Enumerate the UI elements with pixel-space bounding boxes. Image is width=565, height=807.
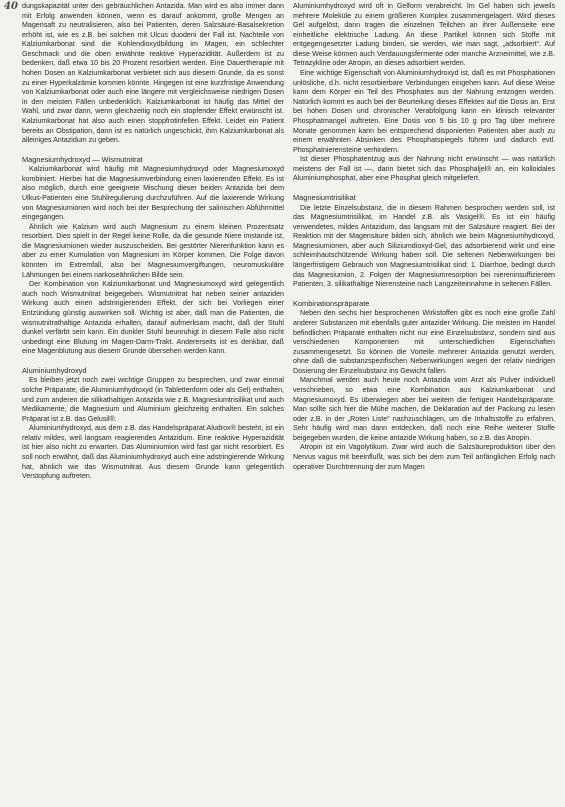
section-heading-aluminiumhydroxyd: Aluminiumhydroxyd [22,365,87,375]
paragraph: Aluminiumhydroxyd, aus dem z.B. das Handelspräparat Aludrox® besteht, ist ein relativ mildes, weil langsam reagierendes Antazidum. Eine reaktive Hyperazidität ist hier also nicht zu erwarten. Das Aluminiumion wird fast gar nicht resorbiert. Es soll noch erwähnt, daß das Aluminiumhydroxyd auch eine adstringierende Wirkung hat, ähnlich wie das Wismutnitrat. Aus diesem Grunde kann gelegentlich Verstopfung auftreten. [22,424,284,481]
paragraph: Es bleiben jetzt noch zwei wichtige Gruppen zu besprechen, und zwar einmal solche Präparate, die Aluminiumhydroxyd (in Tablettenform oder als Gel) enthalten, und zum anderen die silikathaltigen Antazida wie z.B. Magnesiumtrisilikat und auch Medikamente, die Magnesium und Aluminium gleichzeitig enthalten. Ein solches Präparat ist z.B. das Gelusil®. [22,376,284,423]
paragraph: Die letzte Einzelsubstanz, die in diesem Rahmen besprochen werden soll, ist das Magnesiumtrisilikat, im Handel z.B. als Vasigel®. Es ist ein häufig verwendetes, mildes Antazidum, das langsam mit der Salzsäure reagiert. Bei der Reaktion mit der Magensäure bilden sich, ähnlich wie beim Magnesiumhydroxyd, Magnesiumionen, aber auch Siliziumdioxyd-Gel, das adsorbierend wirkt und eine schleimhautschützende Wirkung haben soll. Die seltenen Nebenwirkungen bei längerfristigem Gebrauch von Magnesiumtrisilikat sind: 1. Diarrhoe, bedingt durch das Magnesiumion, 2. Folgen der Magnesiumresorption bei niereninsuffizienten Patienten, 3. silikathaltige Nierensteine nach Langzeiteinnahme in seltenen Fällen. [293,203,555,289]
section-heading-kombinationspraeparate: Kombinationspräparate [293,298,370,308]
paragraph: Ähnlich wie Kalzium wird auch Magnesium zu einem kleinen Prozentsatz resorbiert. Dies spielt in der Regel keine Rolle, da die gesunde Niere imstande ist, die Magnesiumionen wieder auszuscheiden. Bei gestörter Nierenfunktion kann es aber zu einer Kumulation von Magnesium im Körper kommen. Die Folge davon könnten im Extremfall, also bei Magnesiumvergiftungen, neuromuskuläre Lähmungen bei einem narkoseähnlichen Bilde sein. [22,222,284,279]
paragraph: Eine wichtige Eigenschaft von Aluminiumhydroxyd ist, daß es mit Phosphationen unlösliche, d.h. nicht resorbierbare Verbindungen eingehen kann. Auf diese Weise kann dem Körper ein Teil des Phosphates aus der Nahrung entzogen werden. Natürlich kommt es auch bei der Beurteilung dieses Effektes auf die Dosis an. Erst bei hohen Dosen und chronischer Verabfolgung kann ein klinisch relevanter Phosphatmangel auftreten. Eine Dosis von 5 bis 10 g pro Tag über mehrere Monate genommen kann bei entsprechend disponierten Patienten aber auch zu einem erwähnten Absinken des Phosphatspiegels führen und dadurch evtl. Phosphatnierensteine verhindern. [293,69,555,154]
paragraph: Atropin ist ein Vagolytikum. Zwar wird auch die Salzsäureproduktion über den Nervus vagus mit beeinflußt, was sich bei dem zum Teil anfänglichen Erfolg nach operativer Durchtrennung der zum Magen [293,443,555,471]
section-heading-magnesiumhydroxyd: Magnesiumhydroxyd — Wismutnitrat [22,154,143,164]
paragraph: Ist dieser Phosphatentzug aus der Nahrung nicht erwünscht — was natürlich meistens der Fall ist —, dann bietet sich das Phosphaljel® an, ein kolloidales Aluminiumphosphat, aber eine Phosphat gleich mitgeliefert. [293,155,555,183]
section-heading-magnesiumtrisilikat: Magnesiumtrisilikat [293,192,356,202]
paragraph: Manchmal werden auch heute noch Antazida vom Arzt als Pulver individuell verschrieben, so etwa eine Kombination aus Kalziumkarbonat und Magnesiumoxyd. Es überwiegen aber bei weitem die fertigen Handelspräparate. Man sollte sich hier die Mühe machen, die Deklaration auf der Packung zu lesen oder z.B. in der „Roten Liste“ nachzuschlagen, um die Inhaltsstoffe zu erfahren. Sehr häufig wird man dann entdecken, daß noch eine Reihe weiterer Stoffe beigegeben wurden, die keine antazide Wirkung haben, so z.B. das Atropin. [293,376,555,442]
paragraph: Kalziumkarbonat wird häufig mit Magnesiumhydroxyd oder Magnesiumoxyd kombiniert. Hierbei hat die Magnesiumverbindung einen laxierenden Effekt. Es ist also möglich, durch eine geeignete Mischung dieser beiden Antazida bei dem Ulkus-Patienten eine Stuhlregulierung durchzuführen. Auf die laxierende Wirkung von Magnesiumionen wird noch bei der Besprechung der salinischen Abführmittel eingegangen. [22,165,284,222]
right-column [293,2,555,802]
page-number: 40 [4,1,18,12]
paragraph: Der Kombination von Kalziumkarbonat und Magnesiumoxyd wird gelegentlich auch noch Wismutnitrat beigegeben. Wismutnitrat hat neben seiner antaziden Wirkung auch einen adstringierenden Effekt, der sich bei Vorliegen einer Entzündung günstig auswirken soll. Wichtig ist aber, daß man die Patienten, die wismutnitrathaltige Antazida erhalten, darauf aufmerksam macht, daß der Stuhl dunkel verfärbt sein kann. Ein dunkler Stuhl beunruhigt in diesem Falle also nicht unbedingt eine Blutung im Magen-Darm-Trakt. Andererseits ist es denkbar, daß eine Magenblutung aus diesem Grunde übersehen werden kann. [22,280,284,356]
left-column [22,2,284,802]
paragraph: Aluminiumhydroxyd wird oft in Gelform verabreicht. Im Gel haben sich jeweils mehrere Moleküle zu einem größeren Komplex zusammengelagert. Wird dieses Gel aufgelöst, dann tragen die einzelnen Teilchen an ihrer Außenseite eine einheitliche elektrische Ladung. An diese Partikel können sich Stoffe mit entgegengesetzter Ladung binden, sie werden, wie man sagt, „adsorbiert“. Auf diese Weise können auch Verdauungsfermente oder manche Arzneimittel, wie z.B. Tetrazykline oder Atropin, an dieses adsorbiert werden. [293,2,555,68]
paragraph: Neben den sechs hier besprochenen Wirkstoffen gibt es noch eine große Zahl anderer Substanzen mit ebenfalls guter antazider Wirkung. Die meisten im Handel befindlichen Präparate enthalten nicht nur eine Einzelsubstanz, sondern sind aus verschiedenen Komponenten mit unterschiedlichen Eigenschaften zusammengesetzt. So können die Vorteile mehrerer Antazida genutzt werden, ohne daß die substanzspezifischen Nebenwirkungen wegen der relativ niedrigen Dosierung der Einzelsubstanz ins Gewicht fallen. [293,309,555,375]
paragraph: dungskapazität unter den gebräuchlichen Antazida. Man wird es also immer dann mit Erfolg anwenden können, wenn es darauf ankommt, große Mengen an Magensaft zu neutralisieren, also bei Patienten, deren Salzsäure-Basalsekretion erhöht ist, wie es z.B. bei solchen mit Ulcus duodeni der Fall ist. Nachteile von Kalziumkarbonat sind die Kohlendioxydbildung im Magen, ein schlechter Geschmack und die oben erwähnte reaktive Hyperazidität. Außerdem ist zu bedenken, daß etwa 10 bis 20 Prozent resorbiert werden. Eine Dauertherapie mit hohen Dosen an Kalziumkarbonat verbietet sich aus diesem Grunde, da es sonst zu einer Hyperkalzämie kommen könnte. Hingegen ist eine kurzfristige Anwendung von Kalziumkarbonat oder auch eine längere mit vergleichsweise niedrigen Dosen in den meisten Fällen unbedenklich. Kalziumkarbonat ist häufig das Mittel der Wahl, und zwar dann, wenn gleichzeitig noch ein stopfender Effekt erwünscht ist. Kalziumkarbonat hat also auch einen stoppfrotinfellen Effekt. Leidet ein Patient bereits an Obstipation, dann ist es natürlich ungeschickt, ihm Kalziumkarbonat als alleiniges Antazidum zu geben. [22,2,284,145]
